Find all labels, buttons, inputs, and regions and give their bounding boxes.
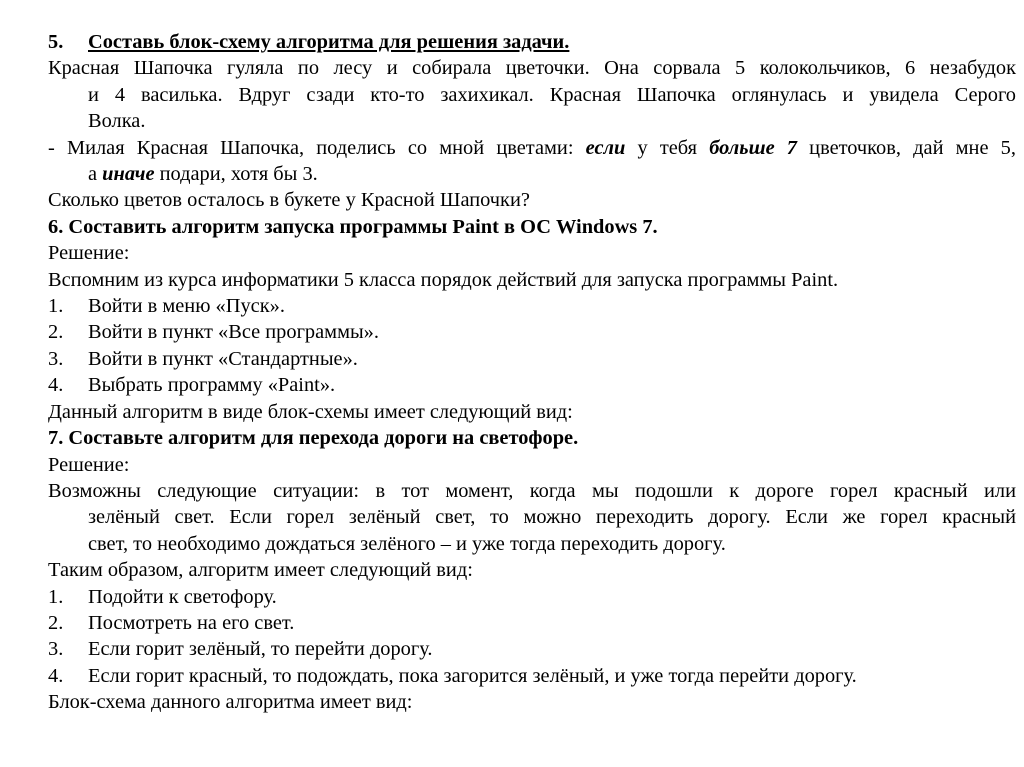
task5-story-line-2 [48,82,1016,108]
task7-step-text: Подойти к светофору. [88,585,277,608]
task6-step [48,372,1016,398]
task7-step-text: Посмотреть на его свет. [88,611,295,634]
task7-outro-text: Блок-схема данного алгоритма имеет вид: [48,691,413,714]
task6-heading [48,214,1016,240]
task5-speech-line-2 [48,161,1016,187]
task7-step-number: 3. [48,638,64,661]
task5-speech-line-1 [48,135,1016,161]
task6-solution-label [48,240,1016,266]
task6-step-number: 3. [48,347,64,370]
task7-step [48,663,1016,689]
task6-step-text: Войти в меню «Пуск». [88,295,285,318]
task6-outro-text: Данный алгоритм в виде блок-схемы имеет следующий вид: [48,400,573,423]
task6-step-text: Войти в пункт «Стандартные». [88,347,358,370]
task5-story-line-3 [48,108,1016,134]
task7-para-text-1: Возможны следующие ситуации: в тот момент, когда мы подошли к дороге горел красный или [48,479,1016,502]
task7-step-text: Если горит красный, то подождать, пока загорится зелёный, и уже тогда перейти дорогу. [88,664,857,687]
task7-para-line-3 [48,531,1016,557]
task7-para-text-3: свет, то необходимо дождаться зелёного – и уже тогда переходить дорогу. [88,532,726,555]
task5-speech-else: иначе [102,163,155,186]
task5-speech-text-4: а [88,163,103,186]
task5-question [48,187,1016,213]
task6-solution-text: Решение: [48,242,130,265]
task6-outro [48,399,1016,425]
task7-step [48,610,1016,636]
task7-outro [48,689,1016,715]
task6-step [48,319,1016,345]
task5-speech-text-2: у тебя [625,136,710,159]
task6-step-number: 1. [48,295,64,318]
task5-story-text-2: и 4 василька. Вдруг сзади кто-то захихикал. Красная Шапочка оглянулась и увидела Серого [88,83,1016,106]
task5-heading [48,29,1016,55]
task7-step-number: 1. [48,585,64,608]
task6-intro [48,267,1016,293]
task7-heading-text: 7. Составьте алгоритм для перехода дороги на светофоре. [48,427,579,450]
task7-summary-text: Таким образом, алгоритм имеет следующий вид: [48,559,473,582]
task5-speech-if: если [585,136,626,159]
task6-step-text: Выбрать программу «Paint». [88,374,336,397]
task7-step [48,636,1016,662]
task5-speech-text-3: цветочков, дай мне 5, [796,136,1016,159]
document-content [48,29,1016,716]
task5-speech-more: больше 7 [709,136,797,159]
task6-step [48,346,1016,372]
task6-step-text: Войти в пункт «Все программы». [88,321,379,344]
task6-step-number: 2. [48,321,64,344]
task5-number: 5. [48,31,64,53]
task5-heading-text: Составь блок-схему алгоритма для решения задачи. [88,31,570,53]
task7-summary [48,557,1016,583]
task6-heading-text: 6. Составить алгоритм запуска программы Paint в ОС Windows 7. [48,215,658,238]
task7-para-line-1 [48,478,1016,504]
task7-step-number: 4. [48,664,64,687]
task7-solution-text: Решение: [48,453,130,476]
task7-para-line-2 [48,504,1016,530]
task7-step-number: 2. [48,611,64,634]
task6-intro-text: Вспомним из курса информатики 5 класса порядок действий для запуска программы Paint. [48,268,839,291]
task7-solution-label [48,452,1016,478]
task5-story-text-1: Красная Шапочка гуляла по лесу и собирала цветочки. Она сорвала 5 колокольчиков, 6 незабудок [48,57,1016,80]
task7-step [48,584,1016,610]
task6-step-number: 4. [48,374,64,397]
task5-question-text: Сколько цветов осталось в букете у Красной Шапочки? [48,189,530,212]
task5-speech-text-1: - Милая Красная Шапочка, поделись со мной цветами: [48,136,586,159]
task5-story-text-3: Волка. [88,110,146,133]
task6-step [48,293,1016,319]
task5-speech-text-5: подари, хотя бы 3. [154,163,318,186]
task7-step-text: Если горит зелёный, то перейти дорогу. [88,638,433,661]
task7-heading [48,425,1016,451]
task7-para-text-2: зелёный свет. Если горел зелёный свет, то можно переходить дорогу. Если же горел красный [88,506,1016,529]
task5-story-line-1 [48,55,1016,81]
